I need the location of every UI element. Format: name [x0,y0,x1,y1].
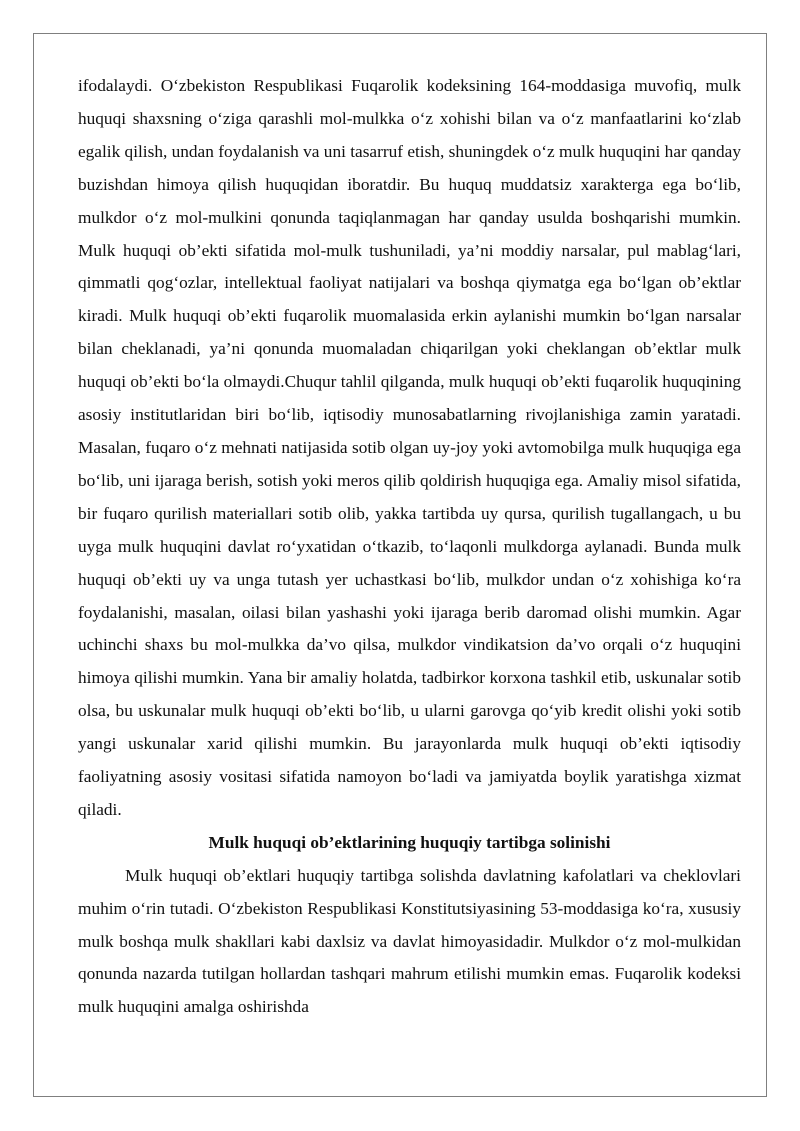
body-paragraph: Mulk huquqi ob’ektlari huquqiy tartibga solishda davlatning kafolatlari va cheklovlari muhim o‘rin tutadi. O‘zbekiston Respublikasi Konstitutsiyasining 53-moddasiga ko‘ra, xususiy mulk boshqa mulk shakllari kabi daxlsiz va davlat himoyasidadir. Mulkdor o‘z mol-mulkidan qonunda nazarda tutilgan hollardan tashqari mahrum etilishi mumkin emas. Fuqarolik kodeksi mulk huquqini amalga oshirishda [78,865,741,1017]
body-paragraph: ifodalaydi. O‘zbekiston Respublikasi Fuqarolik kodeksining 164-moddasiga muvofiq, mulk huquqi shaxsning o‘ziga qarashli mol-mulkka o‘z xohishi bilan va o‘z manfaatlarini ko‘zlab egalik qilish, undan foydalanish va uni tasarruf etish, shuningdek o‘z mulk huquqini har qanday buzishdan himoya qilish huquqidan iboratdir. Bu huquq muddatsiz xarakterga ega bo‘lib, mulkdor o‘z mol-mulkini qonunda taqiqlanmagan har qanday usulda boshqarishi mumkin. Mulk huquqi ob’ekti sifatida mol-mulk tushuniladi, ya’ni moddiy narsalar, pul mablag‘lari, qimmatli qog‘ozlar, intellektual faoliyat natijalari va boshqa qiymatga ega bo‘lgan ob’ektlar kiradi. Mulk huquqi ob’ekti fuqarolik muomalasida erkin aylanishi mumkin bo‘lgan narsalar bilan cheklanadi, ya’ni qonunda muomaladan chiqarilgan yoki cheklangan ob’ektlar mulk huquqi ob’ekti bo‘la olmaydi.Chuqur tahlil qilganda, mulk huquqi ob’ekti fuqarolik huquqining asosiy institutlaridan biri bo‘lib, iqtisodiy munosabatlarning rivojlanishiga zamin yaratadi. Masalan, fuqaro o‘z mehnati natijasida sotib olgan uy-joy yoki avtomobilga mulk huquqiga ega bo‘lib, uni ijaraga berish, sotish yoki meros qilib qoldirish huquqiga ega. Amaliy misol sifatida, bir fuqaro qurilish materiallari sotib olib, yakka tartibda uy qursa, qurilish tugallangach, u bu uyga mulk huquqini davlat ro‘yxatidan o‘tkazib, to‘laqonli mulkdorga aylanadi. Bunda mulk huquqi ob’ekti uy va unga tutash yer uchastkasi bo‘lib, mulkdor undan o‘z xohishiga ko‘ra foydalanishi, masalan, oilasi bilan yashashi yoki ijaraga berib daromad olishi mumkin. Agar uchinchi shaxs bu mol-mulkka da’vo qilsa, mulkdor vindikatsion da’vo orqali o‘z huquqini himoya qilishi mumkin. Yana bir amaliy holatda, tadbirkor korxona tashkil etib, uskunalar sotib olsa, bu uskunalar mulk huquqi ob’ekti bo‘lib, u ularni garovga qo‘yib kredit olishi yoki sotib yangi uskunalar xarid qilishi mumkin. Bu jarayonlarda mulk huquqi ob’ekti iqtisodiy faoliyatning asosiy vositasi sifatida namoyon bo‘ladi va jamiyatda boylik yaratishga xizmat qiladi. [78,76,741,819]
document-body [78,70,741,1024]
section-heading: Mulk huquqi ob’ektlarining huquqiy tartibga solinishi [208,832,611,852]
